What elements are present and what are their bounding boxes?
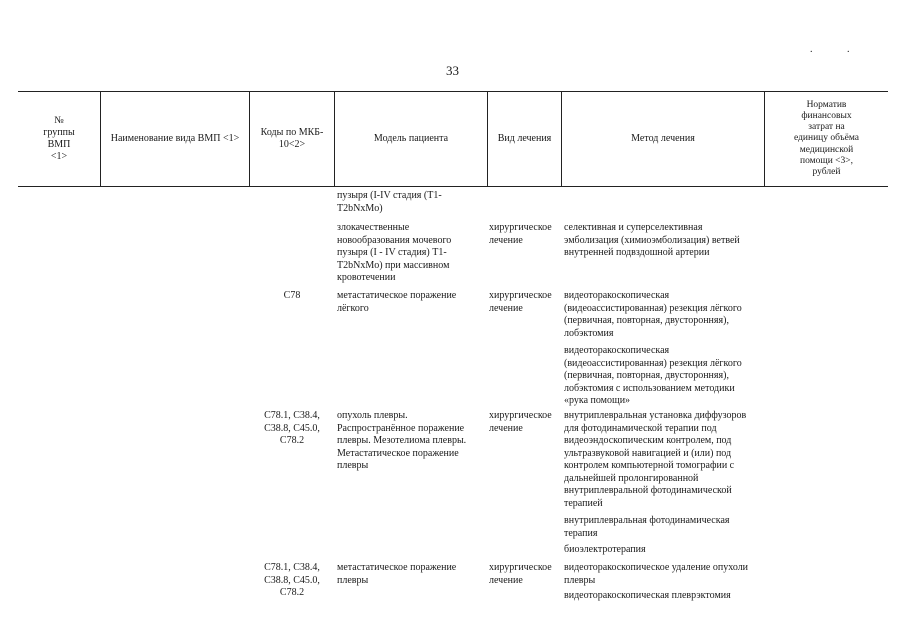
treatment-method: биоэлектротерапия (564, 544, 646, 555)
table-rule (18, 186, 888, 187)
treatment-type: хирургическое лечение (489, 410, 552, 434)
treatment-method: видеоторакоскопическая плеврэктомия (564, 590, 731, 601)
header-treatment-method: Метод лечения (631, 133, 695, 144)
icd-codes: C78 (283, 290, 301, 301)
patient-model: злокачественные новообразования мочевого пузыря (I - IV стадия) T1- T2bNxMo) при массивном кровотечении (337, 222, 452, 283)
icd-codes: C78.1, C38.4, C38.8, C45.0, C78.2 (264, 562, 320, 598)
patient-model: метастатическое поражение плевры (337, 562, 457, 586)
header-icd-codes: Коды по МКБ- 10<2> (260, 127, 324, 150)
treatment-method: видеоторакоскопическая (видеоассистированная) резекция лёгкого (первичная, повторная, двусторонняя), лобэктомия с использованием методики «рука помощи» (564, 345, 742, 406)
corner-mark: . (810, 44, 813, 55)
header-treatment-type: Вид лечения (497, 133, 552, 144)
header-vmp-name: Наименование вида ВМП <1> (110, 133, 240, 144)
icd-codes: C78.1, C38.4, C38.8, C45.0, C78.2 (264, 410, 320, 446)
treatment-type: хирургическое лечение (489, 222, 552, 246)
treatment-type: хирургическое лечение (489, 290, 552, 314)
patient-model: опухоль плевры. Распространённое поражение плевры. Мезотелиома плевры. Метастатическое поражение плевры (337, 410, 467, 471)
header-patient-model: Модель пациента (373, 133, 449, 144)
treatment-method: видеоторакоскопическое удаление опухоли плевры (564, 562, 749, 586)
treatment-method: внутриплевральная фотодинамическая терапия (564, 515, 730, 539)
header-financial-norm: Норматив финансовых затрат на единицу объёма медицинской помощи <3>, рублей (793, 99, 860, 177)
treatment-method: видеоторакоскопическая (видеоассистированная) резекция лёгкого (первичная, повторная, двусторонняя), лобэктомия (564, 290, 742, 339)
page-number: 33 (446, 63, 459, 78)
patient-model: пузыря (I-IV стадия (T1- T2bNxMo) (337, 190, 442, 214)
treatment-method: внутриплевральная установка диффузоров для фотодинамической терапии под видеоэндоскопическим контролем, под ультразвуковой навигацией и (или) под контролем компьютерной томографии с дальнейшей пролонгированной внутриплевральной фотодинамической терапией (564, 410, 747, 509)
treatment-method: селективная и суперселективная эмболизация (химиоэмболизация) ветвей внутренней подвздошной артерии (564, 222, 740, 258)
treatment-type: хирургическое лечение (489, 562, 552, 586)
header-group-number: № группы ВМП <1> (43, 115, 75, 162)
patient-model: метастатическое поражение лёгкого (337, 290, 457, 314)
corner-mark: . (847, 44, 850, 55)
